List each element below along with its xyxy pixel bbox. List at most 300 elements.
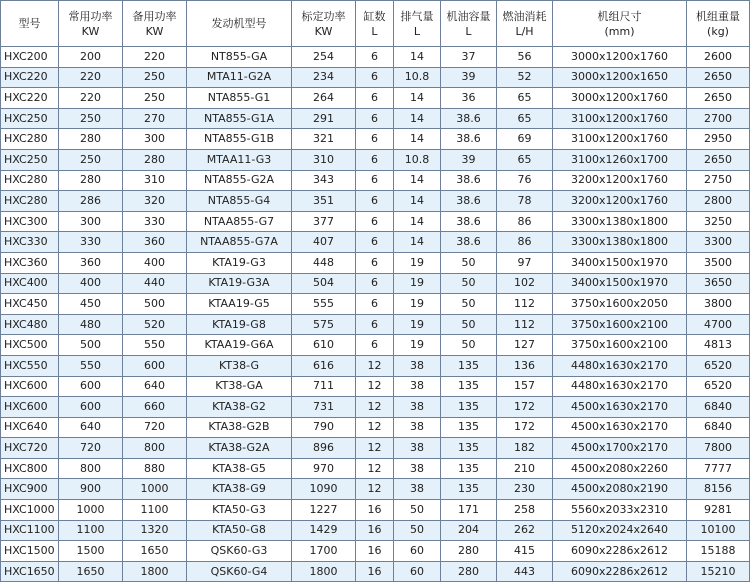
cell-cylinders: 6 [356,314,394,335]
cell-standby-power: 220 [123,47,187,68]
cell-cylinders: 6 [356,232,394,253]
cell-displacement: 38 [394,479,441,500]
cell-cylinders: 6 [356,170,394,191]
table-row [1,561,750,582]
cell-weight: 15210 [687,561,750,582]
cell-oil-capacity: 37 [441,47,497,68]
table-row [1,458,750,479]
table-row [1,88,750,109]
cell-weight: 2650 [687,67,750,88]
cell-dimensions: 6090x2286x2612 [553,541,687,562]
cell-standby-power: 250 [123,67,187,88]
cell-prime-power: 600 [59,397,123,418]
cell-standby-power: 1320 [123,520,187,541]
cell-cylinders: 12 [356,397,394,418]
cell-oil-capacity: 38.6 [441,232,497,253]
cell-rated-power: 1227 [292,500,356,521]
cell-rated-power: 343 [292,170,356,191]
cell-fuel-consumption: 112 [497,294,553,315]
cell-model: HXC1000 [1,500,59,521]
table-row [1,314,750,335]
cell-rated-power: 970 [292,458,356,479]
header-prime-power-label: 常用功率 [68,9,113,23]
cell-standby-power: 1000 [123,479,187,500]
header-standby-power-label: 备用功率 [132,9,177,23]
header-prime-power [59,1,123,47]
cell-oil-capacity: 135 [441,355,497,376]
cell-model: HXC1100 [1,520,59,541]
cell-dimensions: 3750x1600x2100 [553,335,687,356]
cell-prime-power: 500 [59,335,123,356]
cell-cylinders: 6 [356,273,394,294]
cell-prime-power: 550 [59,355,123,376]
cell-fuel-consumption: 102 [497,273,553,294]
header-row [1,1,750,47]
cell-dimensions: 4500x1630x2170 [553,417,687,438]
cell-model: HXC280 [1,191,59,212]
cell-prime-power: 600 [59,376,123,397]
table-row [1,397,750,418]
cell-prime-power: 1650 [59,561,123,582]
cell-fuel-consumption: 97 [497,252,553,273]
table-row [1,520,750,541]
cell-cylinders: 12 [356,438,394,459]
cell-oil-capacity: 135 [441,417,497,438]
cell-rated-power: 321 [292,129,356,150]
table-header [1,1,750,47]
cell-engine-model: NTA855-G1 [187,88,292,109]
cell-model: HXC1500 [1,541,59,562]
table-row [1,500,750,521]
cell-cylinders: 6 [356,335,394,356]
cell-cylinders: 6 [356,47,394,68]
cell-displacement: 10.8 [394,67,441,88]
cell-prime-power: 360 [59,252,123,273]
cell-fuel-consumption: 172 [497,417,553,438]
cell-prime-power: 250 [59,149,123,170]
cell-dimensions: 3300x1380x1800 [553,232,687,253]
cell-rated-power: 351 [292,191,356,212]
cell-cylinders: 16 [356,500,394,521]
table-row [1,108,750,129]
cell-displacement: 14 [394,191,441,212]
cell-weight: 7800 [687,438,750,459]
cell-standby-power: 310 [123,170,187,191]
cell-prime-power: 400 [59,273,123,294]
cell-rated-power: 377 [292,211,356,232]
cell-oil-capacity: 36 [441,88,497,109]
cell-rated-power: 234 [292,67,356,88]
header-oil-capacity [441,1,497,47]
cell-cylinders: 6 [356,67,394,88]
cell-oil-capacity: 135 [441,458,497,479]
cell-fuel-consumption: 52 [497,67,553,88]
cell-model: HXC200 [1,47,59,68]
cell-weight: 8156 [687,479,750,500]
cell-prime-power: 900 [59,479,123,500]
cell-oil-capacity: 280 [441,541,497,562]
cell-fuel-consumption: 65 [497,108,553,129]
cell-model: HXC280 [1,170,59,191]
cell-displacement: 14 [394,129,441,150]
cell-dimensions: 3100x1200x1760 [553,129,687,150]
cell-model: HXC450 [1,294,59,315]
cell-displacement: 60 [394,541,441,562]
cell-standby-power: 600 [123,355,187,376]
cell-prime-power: 640 [59,417,123,438]
cell-rated-power: 1800 [292,561,356,582]
cell-model: HXC720 [1,438,59,459]
cell-rated-power: 575 [292,314,356,335]
cell-prime-power: 480 [59,314,123,335]
cell-weight: 2750 [687,170,750,191]
cell-displacement: 38 [394,458,441,479]
cell-oil-capacity: 38.6 [441,191,497,212]
cell-weight: 15188 [687,541,750,562]
header-standby-power-unit: KW [145,24,164,38]
table-row [1,67,750,88]
header-fuel-consumption [497,1,553,47]
cell-weight: 3250 [687,211,750,232]
cell-weight: 3300 [687,232,750,253]
cell-rated-power: 1090 [292,479,356,500]
cell-engine-model: KTA38-G9 [187,479,292,500]
header-engine-model-label: 发动机型号 [211,17,267,30]
cell-oil-capacity: 50 [441,314,497,335]
cell-model: HXC600 [1,397,59,418]
cell-displacement: 14 [394,211,441,232]
cell-standby-power: 520 [123,314,187,335]
cell-displacement: 38 [394,438,441,459]
cell-weight: 6840 [687,397,750,418]
cell-oil-capacity: 135 [441,479,497,500]
cell-fuel-consumption: 182 [497,438,553,459]
cell-dimensions: 4500x1700x2170 [553,438,687,459]
cell-engine-model: MTAA11-G3 [187,149,292,170]
cell-prime-power: 220 [59,88,123,109]
header-rated-power-unit: KW [314,24,333,38]
cell-engine-model: QSK60-G3 [187,541,292,562]
cell-model: HXC360 [1,252,59,273]
cell-oil-capacity: 39 [441,67,497,88]
cell-rated-power: 448 [292,252,356,273]
header-fuel-consumption-unit: L/H [515,24,534,38]
cell-displacement: 60 [394,561,441,582]
cell-model: HXC480 [1,314,59,335]
cell-fuel-consumption: 262 [497,520,553,541]
cell-engine-model: KTA19-G3 [187,252,292,273]
cell-engine-model: KTA50-G8 [187,520,292,541]
cell-fuel-consumption: 172 [497,397,553,418]
cell-rated-power: 610 [292,335,356,356]
cell-cylinders: 6 [356,129,394,150]
header-displacement [394,1,441,47]
cell-fuel-consumption: 210 [497,458,553,479]
cell-model: HXC600 [1,376,59,397]
cell-weight: 4700 [687,314,750,335]
cell-dimensions: 4500x1630x2170 [553,397,687,418]
cell-cylinders: 12 [356,376,394,397]
cell-standby-power: 400 [123,252,187,273]
cell-model: HXC800 [1,458,59,479]
cell-weight: 7777 [687,458,750,479]
cell-standby-power: 1800 [123,561,187,582]
cell-weight: 3500 [687,252,750,273]
cell-engine-model: KTAA19-G5 [187,294,292,315]
cell-model: HXC250 [1,108,59,129]
cell-engine-model: KTA38-G2A [187,438,292,459]
cell-prime-power: 200 [59,47,123,68]
cell-rated-power: 896 [292,438,356,459]
cell-model: HXC300 [1,211,59,232]
cell-dimensions: 3750x1600x2100 [553,314,687,335]
cell-cylinders: 16 [356,541,394,562]
cell-standby-power: 720 [123,417,187,438]
cell-displacement: 19 [394,335,441,356]
cell-fuel-consumption: 65 [497,88,553,109]
cell-weight: 6520 [687,355,750,376]
cell-cylinders: 6 [356,211,394,232]
cell-oil-capacity: 38.6 [441,211,497,232]
cell-weight: 2650 [687,88,750,109]
cell-dimensions: 4500x2080x2190 [553,479,687,500]
cell-fuel-consumption: 157 [497,376,553,397]
cell-engine-model: NTA855-G4 [187,191,292,212]
table-row [1,417,750,438]
cell-engine-model: QSK60-G4 [187,561,292,582]
cell-displacement: 14 [394,232,441,253]
header-model [1,1,59,47]
cell-prime-power: 280 [59,129,123,150]
table-row [1,232,750,253]
header-cylinders-label: 缸数 [363,9,386,23]
cell-standby-power: 660 [123,397,187,418]
cell-model: HXC400 [1,273,59,294]
cell-model: HXC1650 [1,561,59,582]
cell-dimensions: 5120x2024x2640 [553,520,687,541]
cell-dimensions: 4480x1630x2170 [553,355,687,376]
cell-engine-model: KTA38-G2B [187,417,292,438]
header-displacement-unit: L [413,24,421,38]
cell-prime-power: 1500 [59,541,123,562]
cell-standby-power: 500 [123,294,187,315]
header-cylinders-unit: L [371,24,378,38]
cell-fuel-consumption: 65 [497,149,553,170]
cell-standby-power: 1100 [123,500,187,521]
cell-weight: 2950 [687,129,750,150]
table-row [1,273,750,294]
cell-engine-model: KTA38-G5 [187,458,292,479]
cell-prime-power: 800 [59,458,123,479]
cell-prime-power: 220 [59,67,123,88]
cell-engine-model: NTAA855-G7 [187,211,292,232]
cell-displacement: 14 [394,47,441,68]
header-oil-capacity-label: 机油容量 [446,9,491,23]
cell-rated-power: 1429 [292,520,356,541]
cell-engine-model: KT38-G [187,355,292,376]
cell-standby-power: 330 [123,211,187,232]
cell-prime-power: 280 [59,170,123,191]
header-standby-power [123,1,187,47]
cell-prime-power: 300 [59,211,123,232]
cell-standby-power: 880 [123,458,187,479]
cell-prime-power: 250 [59,108,123,129]
cell-standby-power: 360 [123,232,187,253]
cell-dimensions: 3100x1260x1700 [553,149,687,170]
cell-weight: 2650 [687,149,750,170]
cell-dimensions: 4500x2080x2260 [553,458,687,479]
header-fuel-consumption-label: 燃油消耗 [502,9,547,23]
header-displacement-label: 排气量 [400,9,434,23]
cell-dimensions: 4480x1630x2170 [553,376,687,397]
cell-rated-power: 790 [292,417,356,438]
cell-rated-power: 310 [292,149,356,170]
cell-dimensions: 3000x1200x1760 [553,47,687,68]
cell-cylinders: 12 [356,355,394,376]
cell-weight: 6520 [687,376,750,397]
cell-displacement: 19 [394,294,441,315]
cell-oil-capacity: 50 [441,252,497,273]
cell-dimensions: 3400x1500x1970 [553,252,687,273]
cell-model: HXC280 [1,129,59,150]
cell-fuel-consumption: 78 [497,191,553,212]
cell-fuel-consumption: 415 [497,541,553,562]
cell-prime-power: 1100 [59,520,123,541]
cell-oil-capacity: 135 [441,397,497,418]
cell-rated-power: 407 [292,232,356,253]
cell-fuel-consumption: 69 [497,129,553,150]
table-row [1,541,750,562]
cell-fuel-consumption: 86 [497,232,553,253]
header-weight-label: 机组重量 [696,9,740,23]
cell-cylinders: 12 [356,458,394,479]
cell-oil-capacity: 204 [441,520,497,541]
cell-cylinders: 6 [356,149,394,170]
cell-weight: 3800 [687,294,750,315]
cell-displacement: 19 [394,273,441,294]
cell-dimensions: 3100x1200x1760 [553,108,687,129]
cell-weight: 4813 [687,335,750,356]
cell-engine-model: KTA19-G3A [187,273,292,294]
cell-standby-power: 300 [123,129,187,150]
cell-displacement: 50 [394,520,441,541]
header-dimensions [553,1,687,47]
cell-dimensions: 3750x1600x2050 [553,294,687,315]
cell-displacement: 38 [394,376,441,397]
cell-fuel-consumption: 443 [497,561,553,582]
cell-dimensions: 3200x1200x1760 [553,170,687,191]
cell-model: HXC640 [1,417,59,438]
cell-fuel-consumption: 112 [497,314,553,335]
header-dimensions-label: 机组尺寸 [597,9,642,23]
cell-cylinders: 6 [356,108,394,129]
table-row [1,438,750,459]
cell-cylinders: 6 [356,191,394,212]
table-row [1,47,750,68]
cell-weight: 2600 [687,47,750,68]
cell-weight: 6840 [687,417,750,438]
cell-dimensions: 3000x1200x1650 [553,67,687,88]
cell-model: HXC220 [1,67,59,88]
cell-oil-capacity: 39 [441,149,497,170]
cell-oil-capacity: 38.6 [441,108,497,129]
cell-dimensions: 5560x2033x2310 [553,500,687,521]
cell-oil-capacity: 135 [441,376,497,397]
table-row [1,170,750,191]
cell-prime-power: 330 [59,232,123,253]
cell-model: HXC220 [1,88,59,109]
cell-rated-power: 264 [292,88,356,109]
cell-displacement: 38 [394,397,441,418]
cell-engine-model: KT38-GA [187,376,292,397]
cell-model: HXC330 [1,232,59,253]
cell-dimensions: 3300x1380x1800 [553,211,687,232]
header-rated-power-label: 标定功率 [301,9,346,23]
cell-dimensions: 3000x1200x1760 [553,88,687,109]
cell-engine-model: NTA855-G1A [187,108,292,129]
cell-dimensions: 3400x1500x1970 [553,273,687,294]
table-row [1,376,750,397]
cell-engine-model: NT855-GA [187,47,292,68]
cell-oil-capacity: 38.6 [441,170,497,191]
cell-rated-power: 1700 [292,541,356,562]
cell-engine-model: KTA38-G2 [187,397,292,418]
cell-rated-power: 291 [292,108,356,129]
cell-standby-power: 550 [123,335,187,356]
table-row [1,479,750,500]
cell-displacement: 19 [394,314,441,335]
header-engine-model [187,1,292,47]
cell-model: HXC550 [1,355,59,376]
cell-weight: 2800 [687,191,750,212]
cell-displacement: 19 [394,252,441,273]
cell-prime-power: 720 [59,438,123,459]
cell-fuel-consumption: 136 [497,355,553,376]
cell-rated-power: 504 [292,273,356,294]
cell-standby-power: 1650 [123,541,187,562]
table-row [1,335,750,356]
cell-standby-power: 640 [123,376,187,397]
cell-displacement: 38 [394,355,441,376]
cell-prime-power: 450 [59,294,123,315]
cell-cylinders: 16 [356,520,394,541]
cell-cylinders: 6 [356,88,394,109]
header-model-label: 型号 [18,17,41,30]
cell-engine-model: NTA855-G1B [187,129,292,150]
cell-engine-model: MTA11-G2A [187,67,292,88]
cell-fuel-consumption: 230 [497,479,553,500]
cell-standby-power: 250 [123,88,187,109]
cell-engine-model: KTA50-G3 [187,500,292,521]
cell-prime-power: 1000 [59,500,123,521]
cell-oil-capacity: 135 [441,438,497,459]
cell-cylinders: 16 [356,561,394,582]
cell-dimensions: 3200x1200x1760 [553,191,687,212]
cell-standby-power: 270 [123,108,187,129]
cell-rated-power: 254 [292,47,356,68]
cell-displacement: 10.8 [394,149,441,170]
header-oil-capacity-unit: L [465,24,472,38]
cell-cylinders: 6 [356,252,394,273]
table-row [1,149,750,170]
cell-rated-power: 555 [292,294,356,315]
cell-fuel-consumption: 127 [497,335,553,356]
cell-standby-power: 800 [123,438,187,459]
header-cylinders [356,1,394,47]
cell-standby-power: 280 [123,149,187,170]
cell-weight: 10100 [687,520,750,541]
cell-displacement: 14 [394,108,441,129]
